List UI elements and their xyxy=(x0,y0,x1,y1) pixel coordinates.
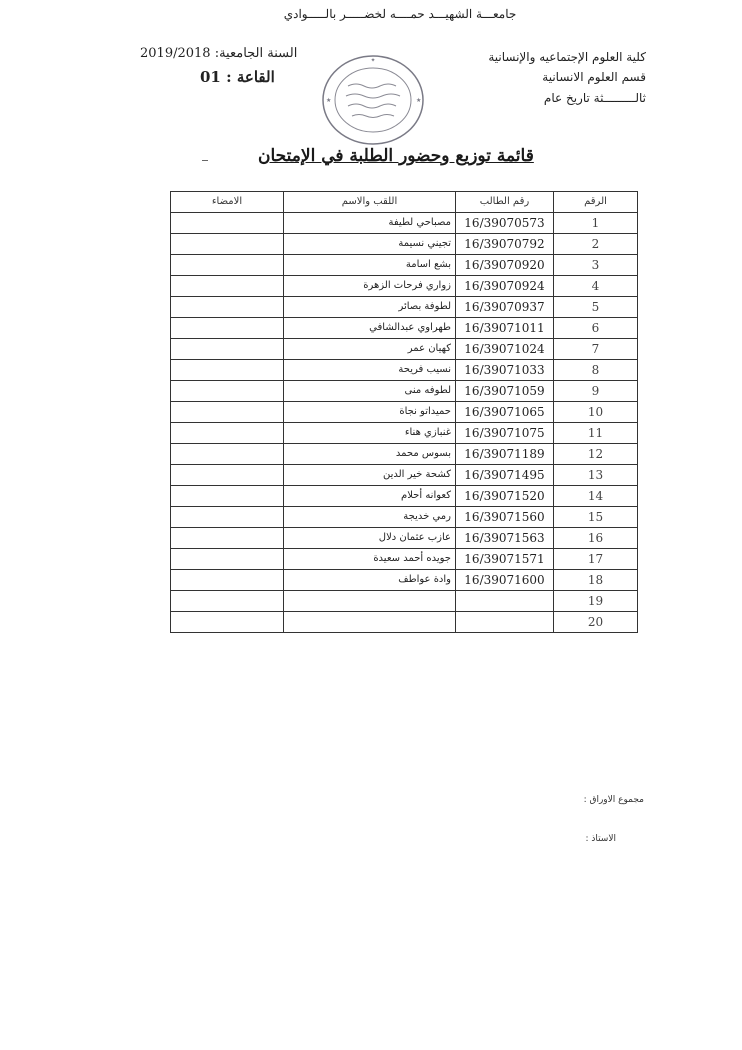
student-name-cell: جويده أحمد سعيدة xyxy=(284,549,456,570)
student-id-cell: 16/39071189 xyxy=(456,444,554,465)
column-header-signature: الامضاء xyxy=(171,192,284,213)
column-header-number: الرقم xyxy=(554,192,638,213)
student-name-cell: زواري فرحات الزهرة xyxy=(284,276,456,297)
student-id-cell: 16/39071563 xyxy=(456,528,554,549)
page-title: قائمة توزيع وحضور الطلبة في الإمتحان xyxy=(258,146,534,166)
table-row xyxy=(171,591,638,612)
table-row xyxy=(171,297,638,318)
student-name-cell: رمي خديجة xyxy=(284,507,456,528)
signature-cell xyxy=(171,465,284,486)
table-header-row xyxy=(171,192,638,213)
table-row xyxy=(171,318,638,339)
row-number: 9 xyxy=(554,381,638,402)
row-number: 17 xyxy=(554,549,638,570)
row-number: 6 xyxy=(554,318,638,339)
student-name-cell: تجيني نسيمة xyxy=(284,234,456,255)
signature-cell xyxy=(171,339,284,360)
table-row xyxy=(171,528,638,549)
attendance-table xyxy=(170,191,638,633)
exam-room: القاعة : 01 xyxy=(200,68,275,86)
table-row xyxy=(171,423,638,444)
student-name-cell: نسيب فريحة xyxy=(284,360,456,381)
signature-cell xyxy=(171,213,284,234)
svg-text:★: ★ xyxy=(326,97,332,104)
row-number: 13 xyxy=(554,465,638,486)
signature-cell xyxy=(171,381,284,402)
official-stamp-icon xyxy=(318,50,428,150)
row-number: 16 xyxy=(554,528,638,549)
row-number: 10 xyxy=(554,402,638,423)
student-id-cell: 16/39071560 xyxy=(456,507,554,528)
academic-year: السنة الجامعية: 2019/2018 xyxy=(140,46,298,61)
student-id-cell: 16/39070573 xyxy=(456,213,554,234)
signature-cell xyxy=(171,255,284,276)
student-id-cell: 16/39071059 xyxy=(456,381,554,402)
signature-cell xyxy=(171,570,284,591)
row-number: 19 xyxy=(554,591,638,612)
signature-cell xyxy=(171,360,284,381)
student-id-cell: 16/39070924 xyxy=(456,276,554,297)
signature-cell xyxy=(171,234,284,255)
professor-label: الاستاذ : xyxy=(585,834,616,844)
student-id-cell: 16/39071033 xyxy=(456,360,554,381)
row-number: 20 xyxy=(554,612,638,633)
signature-cell xyxy=(171,612,284,633)
row-number: 4 xyxy=(554,276,638,297)
student-name-cell: لطوفه منى xyxy=(284,381,456,402)
table-row xyxy=(171,276,638,297)
column-header-student-id: رقم الطالب xyxy=(456,192,554,213)
student-name-cell: بشع اسامة xyxy=(284,255,456,276)
row-number: 15 xyxy=(554,507,638,528)
table-row xyxy=(171,339,638,360)
student-id-cell: 16/39071495 xyxy=(456,465,554,486)
table-row xyxy=(171,213,638,234)
student-name-cell: كشحة خير الدين xyxy=(284,465,456,486)
row-number: 2 xyxy=(554,234,638,255)
signature-cell xyxy=(171,486,284,507)
row-number: 18 xyxy=(554,570,638,591)
student-name-cell: وادة عواطف xyxy=(284,570,456,591)
study-level: ثالـــــــــثة تاريخ عام xyxy=(543,91,646,105)
signature-cell xyxy=(171,402,284,423)
student-name-cell: لطوفة بصائر xyxy=(284,297,456,318)
student-id-cell: 16/39070920 xyxy=(456,255,554,276)
signature-cell xyxy=(171,297,284,318)
faculty-name: كلية العلوم الإجتماعيه والإنسانية xyxy=(488,50,646,64)
table-row xyxy=(171,486,638,507)
table-row xyxy=(171,402,638,423)
student-name-cell: طهراوي عبدالشافي xyxy=(284,318,456,339)
student-name-cell: بسوس محمد xyxy=(284,444,456,465)
signature-cell xyxy=(171,276,284,297)
university-name: جامعـــة الشهيـــد حمــــه لخضـــــر بالـــــوادي xyxy=(283,7,517,21)
signature-cell xyxy=(171,591,284,612)
student-name-cell: كهيان عمر xyxy=(284,339,456,360)
row-number: 3 xyxy=(554,255,638,276)
student-id-cell: 16/39071571 xyxy=(456,549,554,570)
student-id-cell: 16/39070937 xyxy=(456,297,554,318)
table-row xyxy=(171,255,638,276)
table-row xyxy=(171,444,638,465)
table-row xyxy=(171,507,638,528)
table-row xyxy=(171,360,638,381)
department-name: قسم العلوم الانسانية xyxy=(542,70,646,84)
row-number: 5 xyxy=(554,297,638,318)
row-number: 7 xyxy=(554,339,638,360)
student-id-cell: 16/39070792 xyxy=(456,234,554,255)
student-id-cell xyxy=(456,612,554,633)
table-row xyxy=(171,549,638,570)
sheets-total-label: مجموع الاوراق : xyxy=(583,795,644,805)
student-name-cell: غنبازي هناء xyxy=(284,423,456,444)
student-id-cell: 16/39071075 xyxy=(456,423,554,444)
student-id-cell: 16/39071011 xyxy=(456,318,554,339)
row-number: 11 xyxy=(554,423,638,444)
student-name-cell xyxy=(284,612,456,633)
row-number: 12 xyxy=(554,444,638,465)
signature-cell xyxy=(171,507,284,528)
student-id-cell: 16/39071520 xyxy=(456,486,554,507)
student-name-cell: كعوانه أحلام xyxy=(284,486,456,507)
svg-text:✦: ✦ xyxy=(370,57,376,64)
table-row xyxy=(171,381,638,402)
table-row xyxy=(171,465,638,486)
row-number: 8 xyxy=(554,360,638,381)
row-number: 14 xyxy=(554,486,638,507)
table-row xyxy=(171,570,638,591)
signature-cell xyxy=(171,318,284,339)
student-id-cell: 16/39071065 xyxy=(456,402,554,423)
student-id-cell xyxy=(456,591,554,612)
table-row xyxy=(171,234,638,255)
signature-cell xyxy=(171,444,284,465)
signature-cell xyxy=(171,528,284,549)
table-row xyxy=(171,612,638,633)
student-name-cell: عازب عثمان دلال xyxy=(284,528,456,549)
signature-cell xyxy=(171,423,284,444)
student-name-cell: حميداتو نجاة xyxy=(284,402,456,423)
student-name-cell: مصباحي لطيفة xyxy=(284,213,456,234)
student-id-cell: 16/39071024 xyxy=(456,339,554,360)
svg-text:★: ★ xyxy=(416,97,422,104)
row-number: 1 xyxy=(554,213,638,234)
column-header-name: اللقب والاسم xyxy=(284,192,456,213)
student-name-cell xyxy=(284,591,456,612)
student-id-cell: 16/39071600 xyxy=(456,570,554,591)
stray-mark xyxy=(202,160,208,161)
signature-cell xyxy=(171,549,284,570)
